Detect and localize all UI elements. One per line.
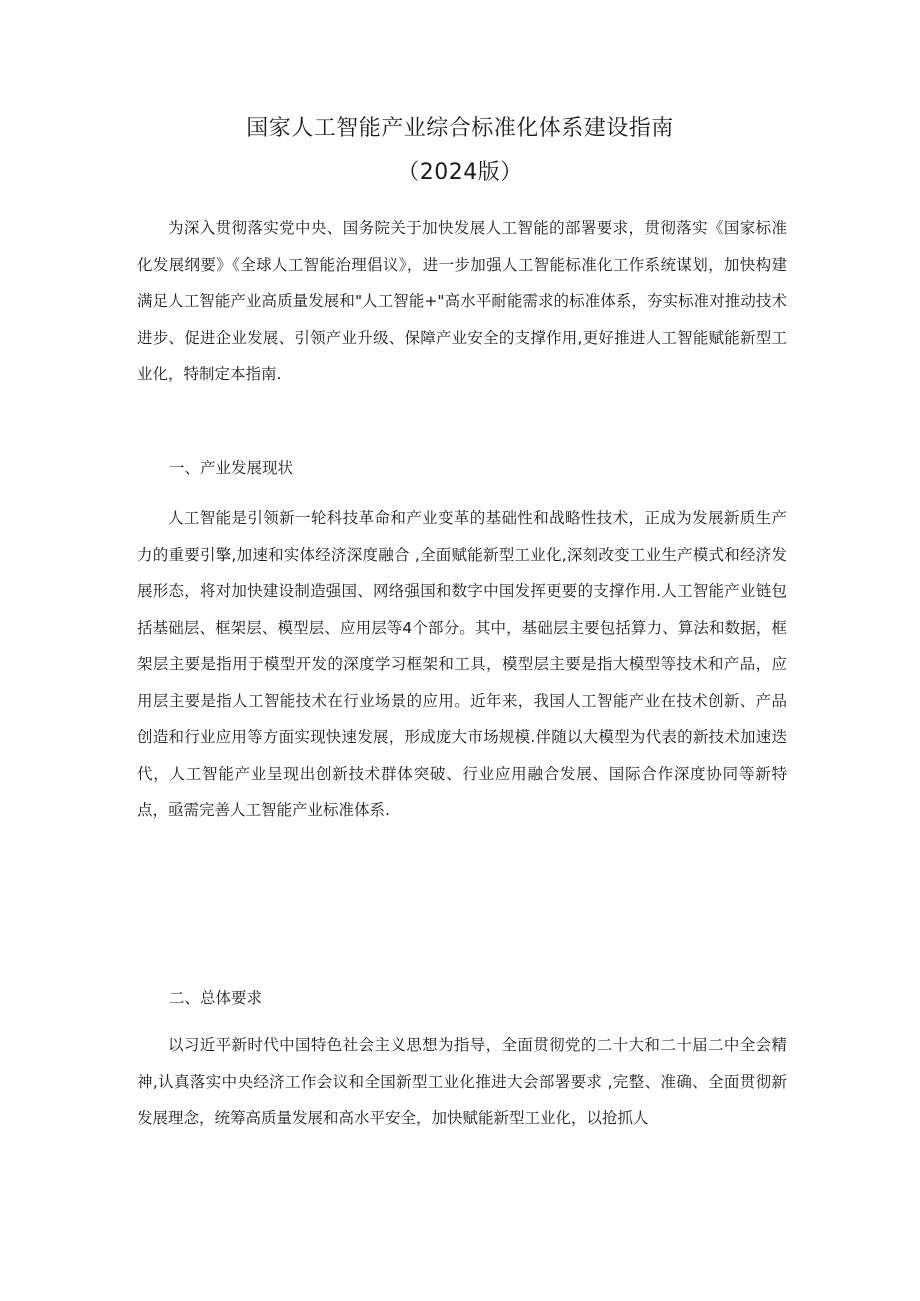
document-title: 国家人工智能产业综合标准化体系建设指南 <box>246 116 674 141</box>
document-subtitle: （2024版） <box>397 160 523 185</box>
general-requirements-paragraph: 以习近平新时代中国特色社会主义思想为指导，全面贯彻党的二十大和二十届二中全会精神,认真落实中央经济工作会议和全国新型工业化推进大会部署要求 ,完整、准确、全面贯彻新发展理念，统筹高质量发展和高水平安全，加快赋能新型工业化，以抢抓人 <box>137 1036 787 1127</box>
industry-status-paragraph: 人工智能是引领新一轮科技革命和产业变革的基础性和战略性技术，正成为发展新质生产力的重要引擎,加速和实体经济深度融合 ,全面赋能新型工业化,深刻改变工业生产模式和经济发展形态，将对加快建设制造强国、网络强国和数字中国发挥更要的支撑作用.人工智能产业链包括基础层、框架层、模型层、应用层等4个部分。其中，基础层主要包括算力、算法和数据，框架层主要是指用于模型开发的深度学习框架和工具，模型层主要是指大模型等技术和产品，应用层主要是指人工智能技术在行业场景的应用。近年来，我国人工智能产业在技术创新、产品创造和行业应用等方面实现快速发展，形成庞大市场规模.伴随以大模型为代表的新技术加速迭代，人工智能产业呈现出创新技术群体突破、行业应用融合发展、国际合作深度协同等新特点，亟需完善人工智能产业标准体系. <box>137 509 787 819</box>
section-heading-general-requirements: 二、总体要求 <box>169 989 263 1007</box>
section-heading-industry-status: 一、产业发展现状 <box>169 459 294 477</box>
intro-paragraph: 为深入贯彻落实党中央、国务院关于加快发展人工智能的部署要求，贯彻落实《国家标准化发展纲要》《全球人工智能治理倡议》，进一步加强人工智能标准化工作系统谋划，加快构建满足人工智能产业高质量发展和"人工智能+"高水平耐能需求的标准体系，夯实标准对推动技术进步、促进企业发展、引领产业升级、保障产业安全的支撑作用,更好推进人工智能赋能新型工业化，特制定本指南. <box>137 219 787 383</box>
